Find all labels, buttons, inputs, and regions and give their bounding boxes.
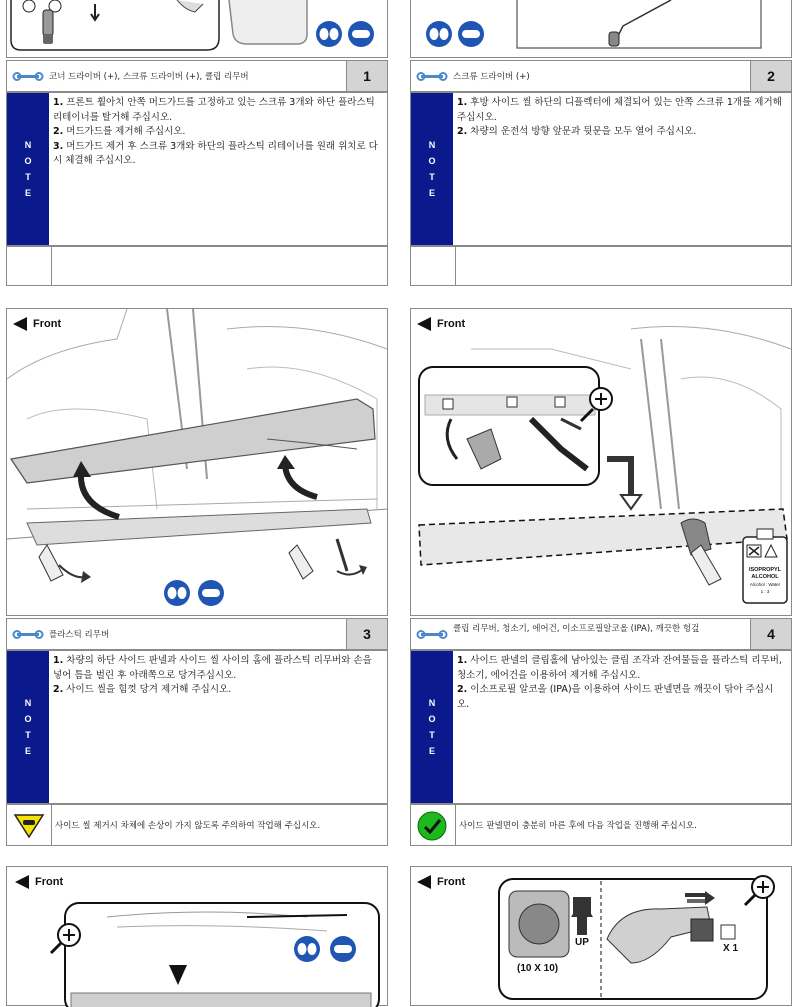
step2-tools-row [410, 60, 792, 92]
size-label: (10 X 10) [517, 963, 559, 974]
step3-drawing [7, 309, 387, 615]
step3-tools-row [6, 618, 388, 650]
step2-note [410, 92, 792, 246]
tools-list: 플라스틱 리무버 [49, 630, 110, 640]
tools-list: 클립 리무버, 청소기, 에어건, 이소프로필알코올 (IPA), 깨끗한 헝겊 [453, 624, 700, 634]
bottle-label-line: 1 : 3 [760, 589, 770, 594]
note-label: N O T E [411, 651, 453, 803]
step-number: 1 [346, 61, 387, 91]
up-label: UP [575, 937, 589, 948]
bottle-label-line: ISOPROPYL [748, 567, 782, 573]
step4-tools-row [410, 618, 792, 650]
note-label: N O T E [7, 93, 49, 245]
note-label: N O T E [7, 651, 49, 803]
step2-illustration [410, 0, 792, 58]
front-label: Front [437, 876, 466, 888]
step-number: 2 [750, 61, 791, 91]
tools-list: 코너 드라이버 (+), 스크류 드라이버 (+), 클립 리무버 [49, 72, 249, 82]
warning-text: 사이드 씰 제거시 차체에 손상이 가지 않도록 주의하여 작업해 주십시오. [55, 821, 321, 831]
step-number: 3 [346, 619, 387, 649]
step3-note [6, 650, 388, 804]
step3-footer [6, 804, 388, 846]
step4-drawing [411, 309, 791, 615]
note-body: 1. 후방 사이드 씰 하단의 디플렉터에 체결되어 있는 안쪽 스크류 1개를 제거해 주십시오. 2. 차량의 운전석 방향 앞문과 뒷문을 모두 열어 주십시오. [457, 97, 782, 137]
front-label: Front [437, 318, 466, 330]
front-label: Front [35, 876, 64, 888]
qty-label: X 1 [723, 943, 739, 954]
note-body: 1. 사이드 판넬의 클립홀에 남아있는 클립 조각과 잔여물들을 플라스틱 리무버, 청소기, 에어건을 이용하여 제거해 주십시오. 2. 이소프로필 알코올 (IPA)을 이용하여 사이드 판넬면을 깨끗이 닦아 주십시오. [457, 655, 782, 710]
step6-illustration [410, 866, 792, 1006]
step1-footer [6, 246, 388, 286]
tools-list: 스크류 드라이버 (+) [453, 72, 530, 82]
step-number: 4 [750, 619, 791, 649]
step5-illustration [6, 866, 388, 1006]
note-body: 1. 차량의 하단 사이드 판넬과 사이드 씰 사이의 홈에 플라스틱 리무버와 손을 넣어 틈을 벌린 후 아래쪽으로 당겨주십시오. 2. 사이드 씰을 힘껏 당겨 제거해 주십시오. [53, 655, 372, 695]
bottle-label-line: ALCOHOL [751, 574, 779, 580]
bottle-label [743, 567, 787, 595]
step1-note [6, 92, 388, 246]
step2-footer [410, 246, 792, 286]
note-label: N O T E [411, 93, 453, 245]
step1-illustration [6, 0, 388, 58]
step4-note [410, 650, 792, 804]
ok-text: 사이드 판넬면이 충분히 마른 후에 다음 작업을 진행해 주십시오. [459, 821, 697, 831]
note-body: 1. 프론트 휠아치 안쪽 머드가드를 고정하고 있는 스크류 3개와 하단 플라스틱 리테이너를 탈거해 주십시오. 2. 머드가드를 제거해 주십시오. 3. 머드가드 제거 후 스크류 3개와 하단의 플라스틱 리테이너를 원래 위치로 다시 체결해 주십시오. [53, 97, 378, 166]
step4-footer [410, 804, 792, 846]
front-label: Front [33, 318, 62, 330]
step1-tools-row [6, 60, 388, 92]
step4-illustration [410, 308, 792, 616]
step3-illustration [6, 308, 388, 616]
bottle-label-line: Alcohol : Water [749, 582, 781, 587]
step6-drawing [411, 867, 791, 1007]
